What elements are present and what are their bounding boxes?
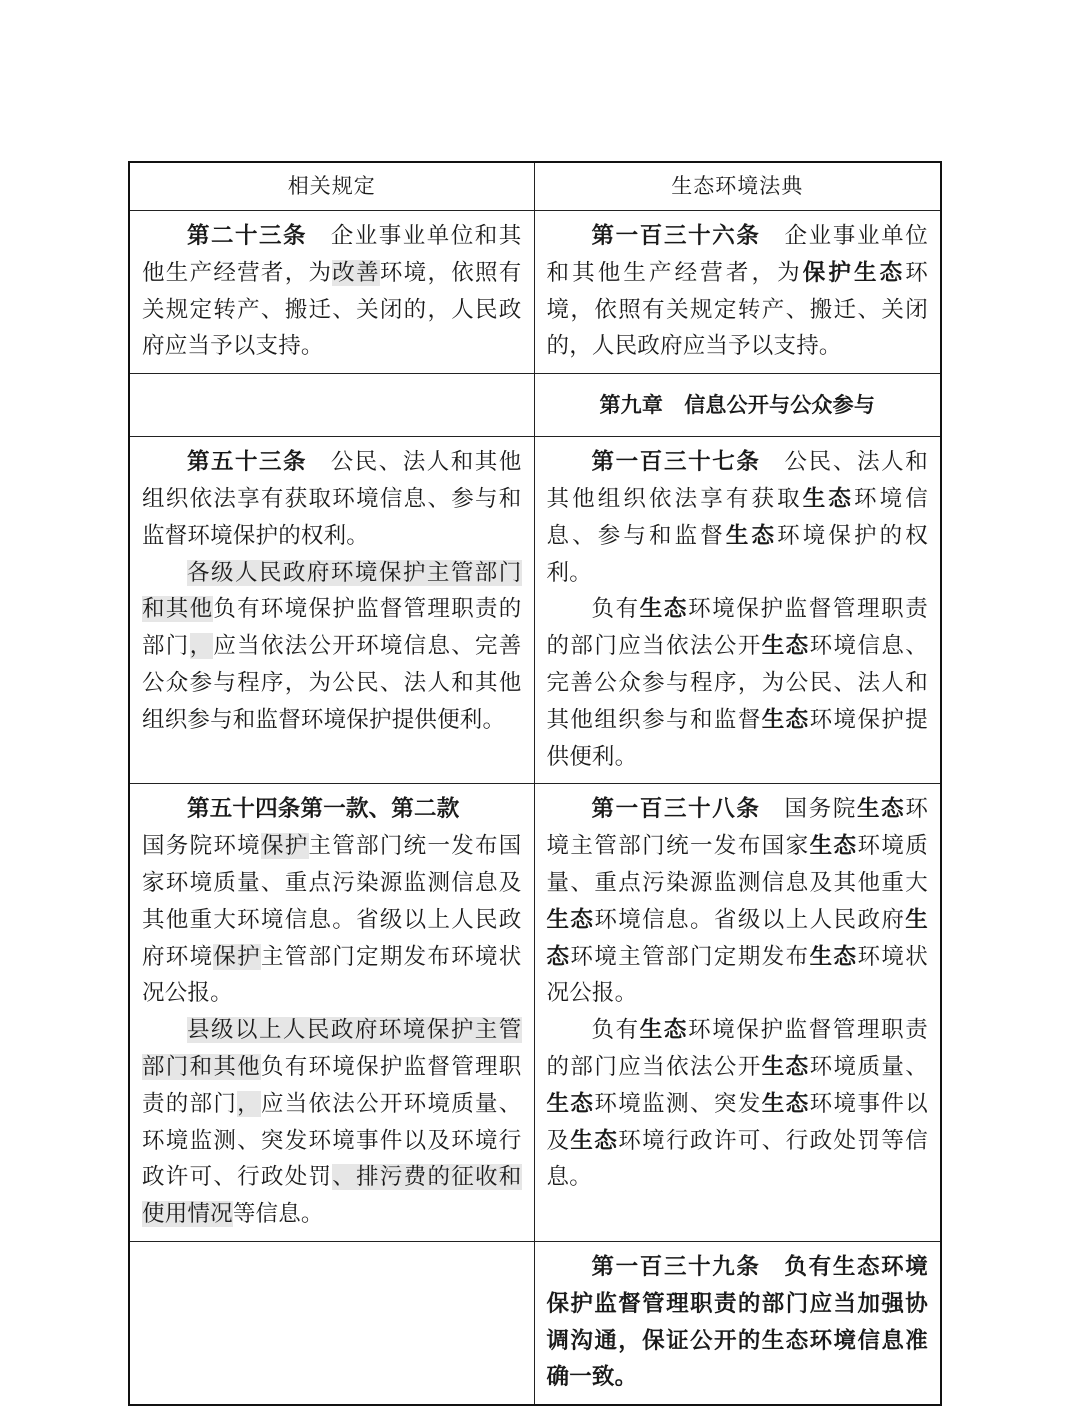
- cell-left: [129, 437, 534, 784]
- article-heading: 第五十三条: [187, 449, 307, 476]
- article-heading: 第一百三十八条: [591, 796, 761, 823]
- article-text: 第一百三十六条 企业事业单位和其他生产经营者，为保护生态环境，依照有关规定转产、搬迁、关闭的，人民政府应当予以支持。: [546, 223, 928, 360]
- table-row: [129, 1241, 941, 1405]
- header-row: [129, 162, 941, 211]
- table-row: [129, 211, 941, 374]
- cell-right: [534, 437, 941, 784]
- chapter-title: 第九章 信息公开与公众参与: [534, 374, 941, 437]
- cell-left: [129, 784, 534, 1242]
- article-paragraph: 县级以上人民政府环境保护主管部门和其他负有环境保护监督管理职责的部门，应当依法公开环境质量、环境监测、突发环境事件以及环境行政许可、行政处罚、排污费的征收和使用情况等信息。: [142, 1017, 522, 1228]
- article-heading: 第一百三十九条: [591, 1253, 761, 1280]
- cell-right: [534, 784, 941, 1242]
- article-heading: 第五十四条第一款、第二款: [187, 796, 460, 823]
- cell-left-empty: [129, 1241, 534, 1405]
- article-text: 第一百三十九条 负有生态环境保护监督管理职责的部门应当加强协调沟通，保证公开的生态环境信息准确一致。: [546, 1253, 928, 1391]
- cell-left-empty: [129, 374, 534, 437]
- article-paragraph: 负有生态环境保护监督管理职责的部门应当依法公开生态环境质量、生态环境监测、突发生态环境事件以及生态环境行政许可、行政处罚等信息。: [546, 1017, 928, 1191]
- article-heading: 第一百三十六条: [591, 223, 761, 249]
- article-heading: 第一百三十七条: [591, 449, 761, 476]
- chapter-row: [129, 374, 941, 437]
- article-paragraph: 负有生态环境保护监督管理职责的部门应当依法公开生态环境信息、完善公众参与程序，为公民、法人和其他组织参与和监督生态环境保护提供便利。: [546, 596, 928, 770]
- header-related-provisions: 相关规定: [129, 162, 534, 211]
- article-paragraph: 各级人民政府环境保护主管部门和其他负有环境保护监督管理职责的部门，应当依法公开环境信息、完善公众参与程序，为公民、法人和其他组织参与和监督环境保护提供便利。: [142, 559, 522, 733]
- article-paragraph: 国务院环境保护主管部门统一发布国家环境质量、重点污染源监测信息及其他重大环境信息。省级以上人民政府环境保护主管部门定期发布环境状况公报。: [142, 833, 522, 1007]
- cell-left: [129, 211, 534, 374]
- table-row: [129, 784, 941, 1242]
- table-row: [129, 437, 941, 784]
- cell-right: [534, 1241, 941, 1405]
- header-eco-env-code: 生态环境法典: [534, 162, 941, 211]
- article-text: 第二十三条 企业事业单位和其他生产经营者，为改善环境，依照有关规定转产、搬迁、关闭的，人民政府应当予以支持。: [142, 223, 522, 360]
- cell-right: [534, 211, 941, 374]
- highlight: 改善: [332, 259, 380, 286]
- article-text: 第一百三十八条 国务院生态环境主管部门统一发布国家生态环境质量、重点污染源监测信息及其他重大生态环境信息。省级以上人民政府生态环境主管部门定期发布生态环境状况公报。: [546, 796, 929, 1007]
- article-heading: 第二十三条: [187, 223, 307, 249]
- article-text: 第五十三条 公民、法人和其他组织依法享有获取环境信息、参与和监督环境保护的权利。: [142, 449, 522, 549]
- article-text: 第一百三十七条 公民、法人和其他组织依法享有获取生态环境信息、参与和监督生态环境保护的权利。: [546, 449, 929, 586]
- comparison-table: [128, 161, 942, 1406]
